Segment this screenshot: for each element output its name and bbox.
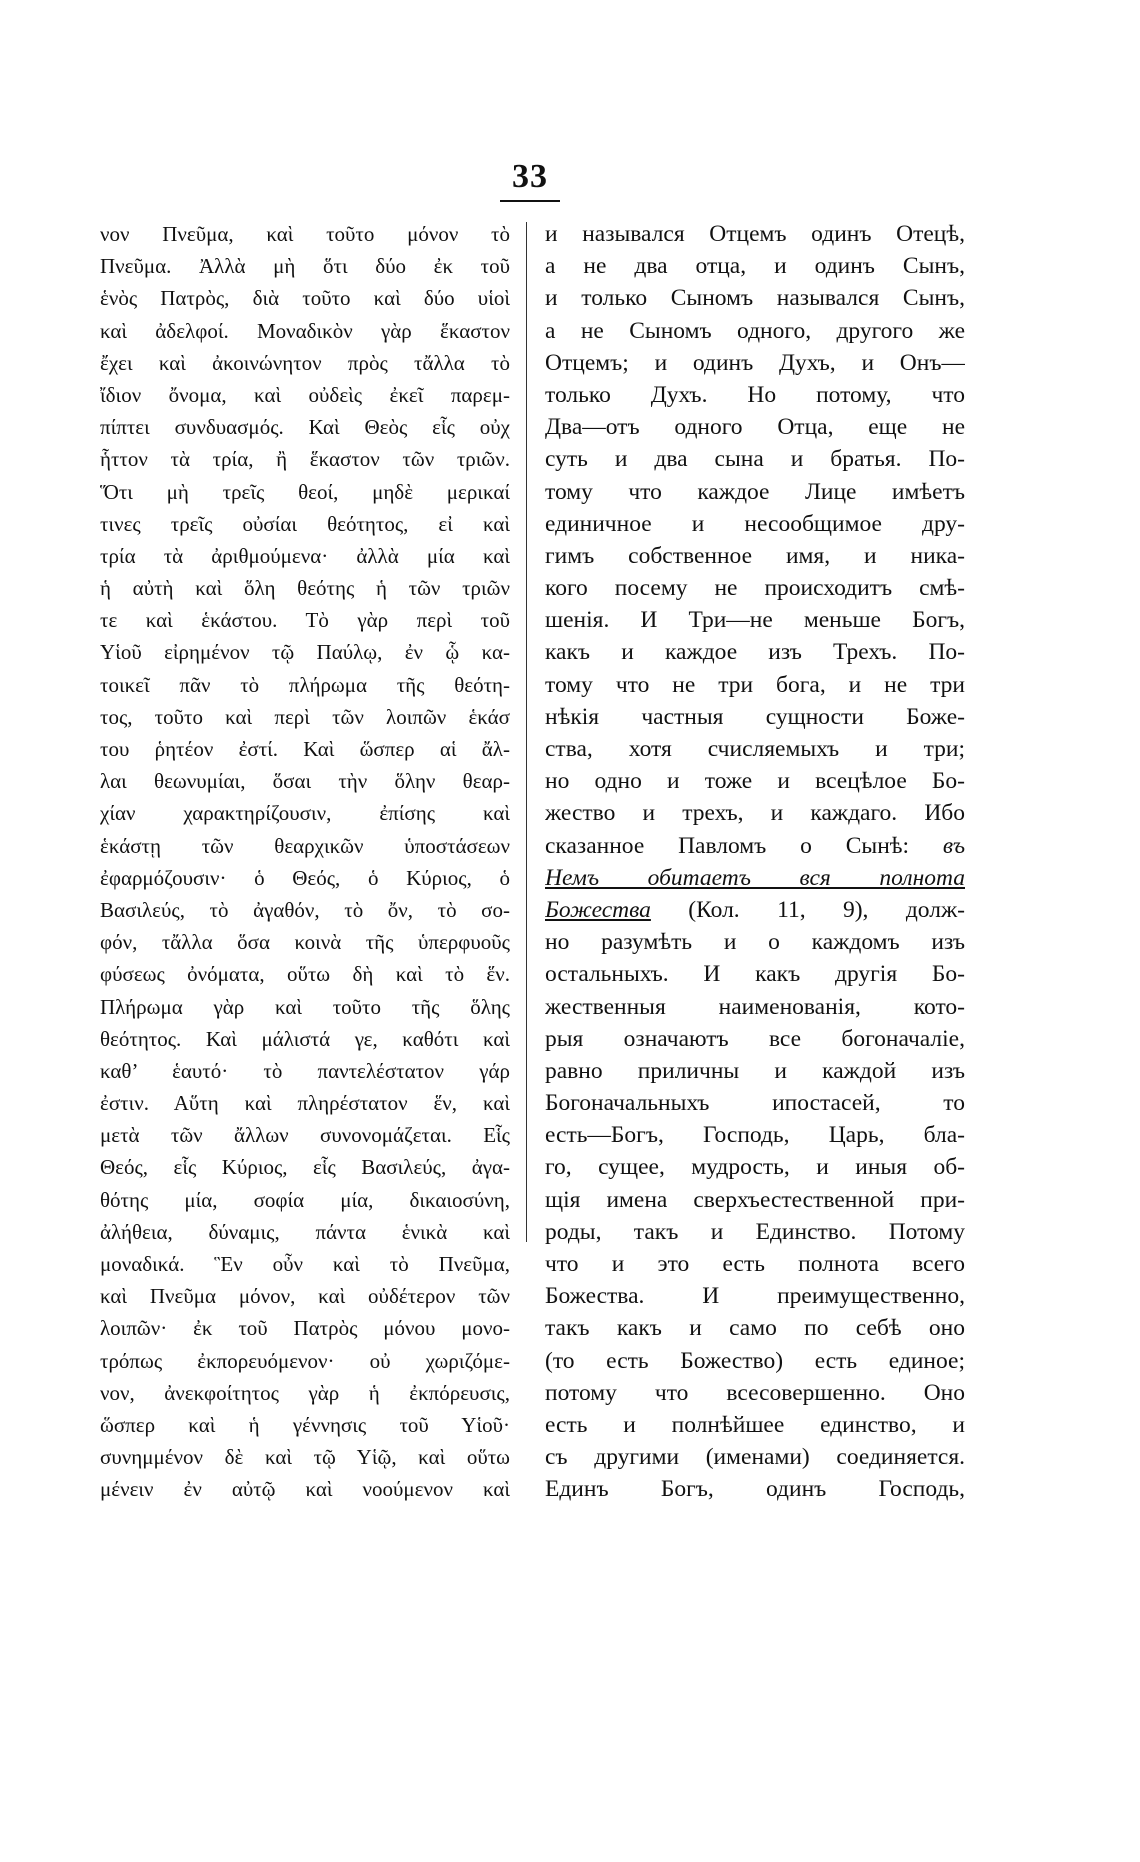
text-line: τινες τρεῖς οὐσίαι θεότητος, εἰ καὶ: [100, 511, 510, 536]
text-line: καὶ Πνεῦμα μόνον, καὶ οὐδέτερον τῶν: [100, 1284, 510, 1309]
text-line: Богоначальныхъ ипостасей, то: [545, 1090, 965, 1117]
italic-quote: Божества: [545, 896, 651, 923]
text-line: единичное и несообщимое дру-: [545, 510, 965, 537]
text-line: (то есть Божество) есть единое;: [545, 1347, 965, 1374]
text-span: сказанное Павломъ о Сынѣ:: [545, 832, 910, 859]
text-line: ἔχει καὶ ἀκοινώνητον πρὸς τἄλλα τὸ: [100, 350, 510, 375]
text-line: μοναδικά. Ἓν οὖν καὶ τὸ Πνεῦμα,: [100, 1252, 510, 1276]
text-line: го, сущее, мудрость, и иныя об-: [545, 1154, 965, 1181]
column-divider: [526, 222, 527, 1242]
text-line: ἐστιν. Αὕτη καὶ πληρέστατον ἕν, καὶ: [100, 1091, 510, 1116]
text-line: τε καὶ ἑκάστου. Τὸ γὰρ περὶ τοῦ: [100, 608, 510, 633]
text-line: шенія. И Три—не меньше Богъ,: [545, 607, 965, 634]
text-line: кого посему не происходитъ смѣ-: [545, 575, 965, 602]
text-line: [545, 830, 965, 862]
text-line: φόν, τἄλλα ὅσα κοινὰ τῆς ὑπερφυοῦς: [100, 930, 510, 955]
text-line: и назывался Отцемъ одинъ Отецѣ,: [545, 221, 965, 247]
text-line: только Духъ. Но потому, что: [545, 381, 965, 408]
text-line: Βασιλεύς, τὸ ἀγαθόν, τὸ ὄν, τὸ σο-: [100, 897, 510, 922]
text-line: Единъ Богъ, одинъ Господь,: [545, 1476, 965, 1503]
text-line: тому что не три бога, и не три: [545, 671, 965, 698]
text-line: λαι θεωνυμίαι, ὅσαι τὴν ὅλην θεαρ-: [100, 769, 510, 794]
text-line: щія имена сверхъестественной при-: [545, 1186, 965, 1213]
text-line: χίαν χαρακτηρίζουσιν, ἐπίσης καὶ: [100, 801, 510, 826]
text-line: потому что всесовершенно. Оно: [545, 1379, 965, 1406]
text-line: а не два отца, и одинъ Сынъ,: [545, 253, 965, 280]
text-line: Πλήρωμα γὰρ καὶ τοῦτο τῆς ὅλης: [100, 994, 510, 1019]
text-line: καὶ ἀδελφοί. Μοναδικὸν γὰρ ἕκαστον: [100, 318, 510, 343]
text-line: φύσεως ὀνόματα, οὕτω δὴ καὶ τὸ ἕν.: [100, 962, 510, 987]
text-line: остальныхъ. И какъ другія Бо-: [545, 961, 965, 988]
text-line: тому что каждое Лице имѣетъ: [545, 478, 965, 505]
text-line: ἡ αὐτὴ καὶ ὅλη θεότης ἡ τῶν τριῶν: [100, 576, 510, 601]
page-number: 33: [512, 158, 548, 195]
text-line: гимъ собственное имя, и ника-: [545, 542, 965, 569]
italic-quote: Немъ обитаетъ вся полнота: [545, 864, 965, 891]
text-line: μένειν ἐν αὐτῷ καὶ νοούμενον καὶ: [100, 1477, 510, 1502]
text-line: жественныя наименованія, кото-: [545, 993, 965, 1020]
text-line: νον Πνεῦμα, καὶ τοῦτο μόνον τὸ: [100, 222, 510, 246]
text-line: нѣкія частныя сущности Боже-: [545, 703, 965, 730]
text-line: ства, хотя счисляемыхъ и три;: [545, 736, 965, 762]
page-number-rule: [500, 200, 560, 202]
text-line: θεότητος. Καὶ μάλιστά γε, καθότι καὶ: [100, 1026, 510, 1051]
text-line: ἑκάστῃ τῶν θεαρχικῶν ὑποστάσεων: [100, 833, 510, 858]
text-line: του ῥητέον ἐστί. Καὶ ὥσπερ αἱ ἄλ-: [100, 737, 510, 761]
text-line: λοιπῶν· ἐκ τοῦ Πατρὸς μόνου μονο-: [100, 1316, 510, 1341]
text-line: Θεός, εἷς Κύριος, εἷς Βασιλεύς, ἀγα-: [100, 1155, 510, 1180]
text-line: но разумѣть и о каждомъ изъ: [545, 929, 965, 956]
text-line: μετὰ τῶν ἄλλων συνονομάζεται. Εἷς: [100, 1123, 510, 1148]
text-line: τος, τοῦτο καὶ περὶ τῶν λοιπῶν ἑκάσ: [100, 704, 510, 729]
text-line: жество и трехъ, и каждаго. Ибо: [545, 800, 965, 827]
text-line: θότης μία, σοφία μία, δικαιοσύνη,: [100, 1187, 510, 1212]
text-line: равно приличны и каждой изъ: [545, 1057, 965, 1084]
text-line: суть и два сына и братья. По-: [545, 446, 965, 473]
text-line: и только Сыномъ назывался Сынъ,: [545, 285, 965, 312]
text-line: πίπτει συνδυασμός. Καὶ Θεὸς εἷς οὐχ: [100, 415, 510, 440]
text-line: Божества. И преимущественно,: [545, 1283, 965, 1310]
text-line: Отцемъ; и одинъ Духъ, и Онъ—: [545, 349, 965, 376]
text-line: рыя означаютъ все богоначаліе,: [545, 1025, 965, 1052]
text-line: ἧττον τὰ τρία, ἢ ἕκαστον τῶν τριῶν.: [100, 447, 510, 472]
text-line: что и это есть полнота всего: [545, 1251, 965, 1277]
text-line: [545, 862, 965, 894]
text-line: какъ и каждое изъ Трехъ. По-: [545, 639, 965, 666]
text-line: Υἱοῦ εἰρημένον τῷ Παύλῳ, ἐν ᾧ κα-: [100, 640, 510, 665]
text-line: Два—отъ одного Отца, еще не: [545, 414, 965, 441]
text-line: νον, ἀνεκφοίτητος γὰρ ἡ ἐκπόρευσις,: [100, 1380, 510, 1405]
text-line: τρόπως ἐκπορευόμενον· οὐ χωριζόμε-: [100, 1348, 510, 1373]
text-line: ἀλήθεια, δύναμις, πάντα ἑνικὰ καὶ: [100, 1219, 510, 1244]
text-line: ὥσπερ καὶ ἡ γέννησις τοῦ Υἱοῦ·: [100, 1412, 510, 1437]
text-line: есть—Богъ, Господь, Царь, бла-: [545, 1122, 965, 1149]
text-line: ἐφαρμόζουσιν· ὁ Θεός, ὁ Κύριος, ὁ: [100, 865, 510, 890]
text-line: τρία τὰ ἀριθμούμενα· ἀλλὰ μία καὶ: [100, 543, 510, 568]
text-line: есть и полнѣйшее единство, и: [545, 1411, 965, 1438]
text-line: но одно и тоже и всецѣлое Бо-: [545, 768, 965, 795]
text-span: (Кол. 11, 9), долж-: [688, 896, 965, 923]
russian-column: [545, 218, 965, 1506]
text-line: такъ какъ и само по себѣ оно: [545, 1315, 965, 1342]
italic-quote: въ: [942, 832, 965, 859]
text-line: συνημμένον δὲ καὶ τῷ Υἱῷ, καὶ οὕτω: [100, 1445, 510, 1470]
text-line: καθ’ ἑαυτό· τὸ παντελέστατον γάρ: [100, 1058, 510, 1083]
text-line: ἴδιον ὄνομα, καὶ οὐδεὶς ἐκεῖ παρεμ-: [100, 382, 510, 407]
text-line: Πνεῦμα. Ἀλλὰ μὴ ὅτι δύο ἐκ τοῦ: [100, 254, 510, 279]
greek-column: [100, 218, 510, 1506]
text-line: τοικεῖ πᾶν τὸ πλήρωμα τῆς θεότη-: [100, 672, 510, 697]
text-line: [545, 894, 965, 926]
text-line: съ другими (именами) соединяется.: [545, 1444, 965, 1471]
text-line: Ὅτι μὴ τρεῖς θεοί, μηδὲ μερικαί: [100, 479, 510, 504]
text-line: ἑνὸς Πατρὸς, διὰ τοῦτο καὶ δύο υἱοὶ: [100, 286, 510, 311]
text-line: роды, такъ и Единство. Потому: [545, 1218, 965, 1245]
text-line: а не Сыномъ одного, другого же: [545, 317, 965, 344]
